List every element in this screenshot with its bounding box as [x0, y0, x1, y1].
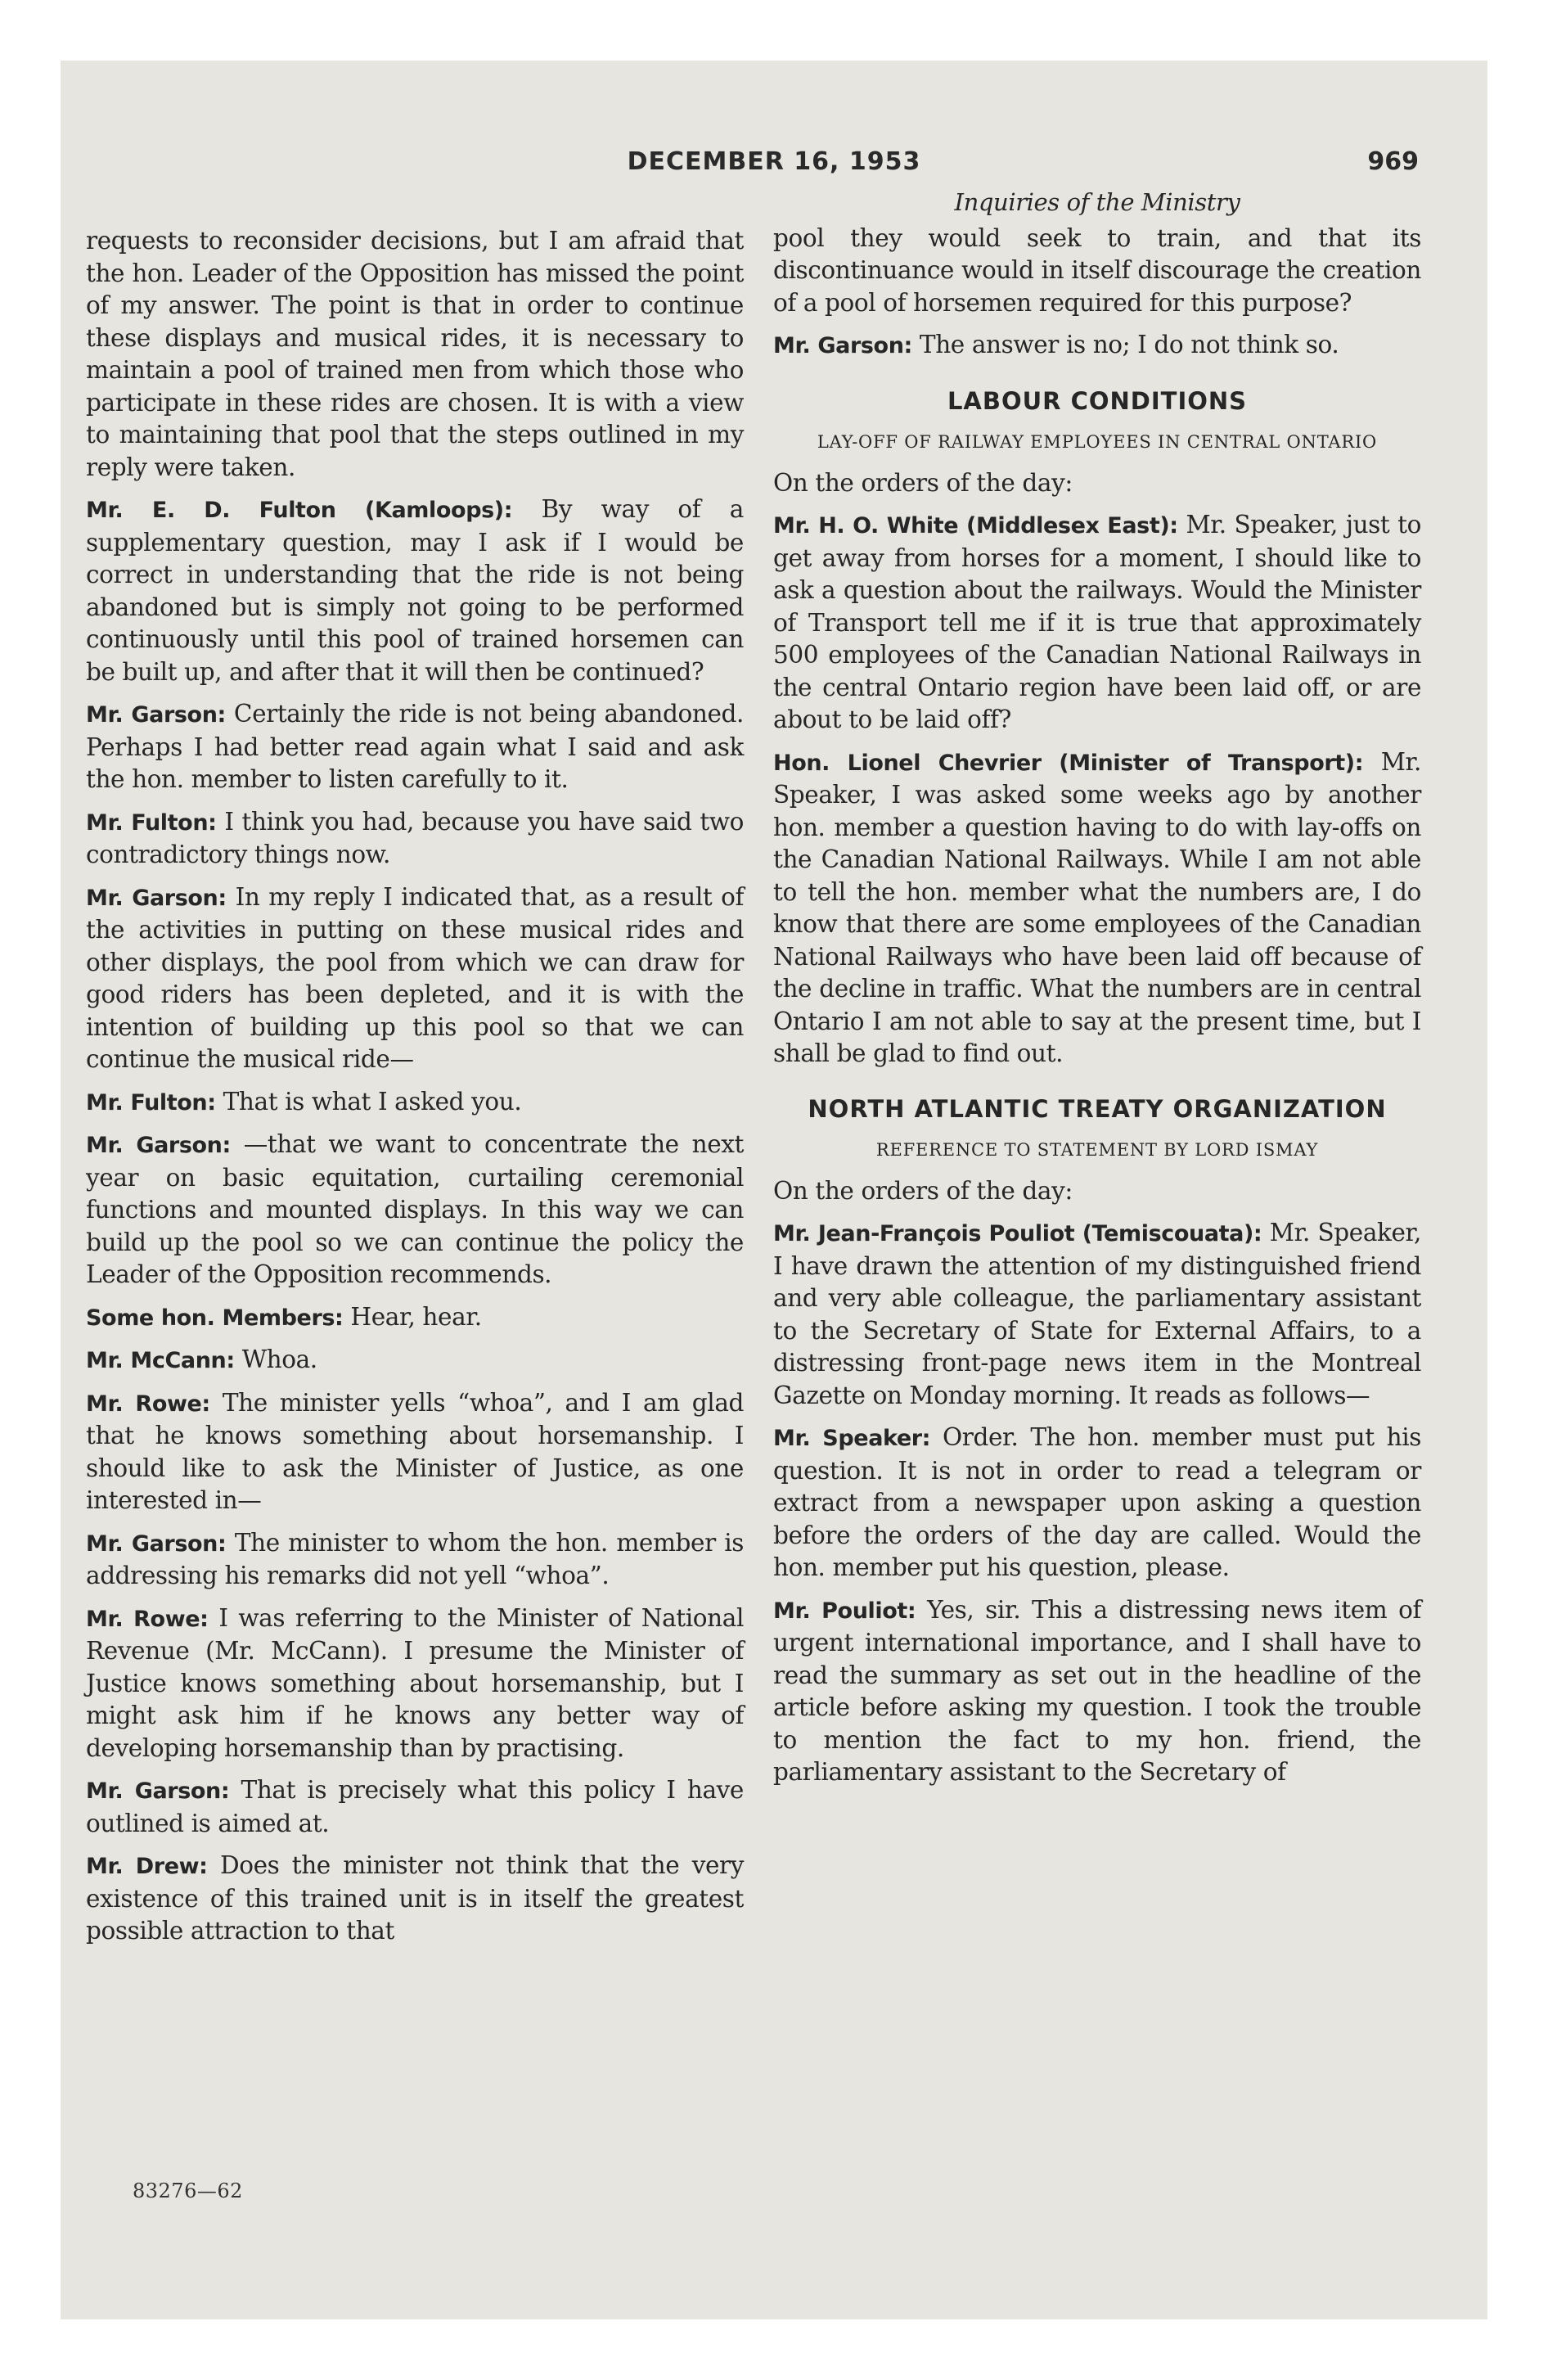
right-paragraph: Mr. Pouliot: Yes, sir. This a distressing news item of urgent international importance, and I shall have to read the summary as set out in the headline of the article before asking my question. I took the trouble to mention the fact to my hon. friend, the parliamentary assistant to the Secretary of [773, 1595, 1421, 1786]
right-paragraph: Mr. H. O. White (Middlesex East): Mr. Speaker, just to get away from horses for a moment, I should like to ask a question about the railways. Would the Minister of Transport tell me if it is true that approximately 500 employees of the Canadian National Railways in the central Ontario region have been laid off, or are about to be laid off? [773, 511, 1421, 733]
speaker-name: Mr. Fulton: [86, 1089, 216, 1116]
section-heading: NORTH ATLANTIC TREATY ORGANIZATION [808, 1094, 1387, 1123]
left-paragraph: Mr. Rowe: I was referring to the Minister of National Revenue (Mr. McCann). I presume the Minister of Justice knows something about horsemanship, but I might ask him if he knows any better way of developing horsemanship than by practising. [86, 1603, 744, 1762]
footer-code: 83276—62 [133, 2179, 243, 2202]
speaker-name: Mr. E. D. Fulton (Kamloops): [86, 498, 513, 523]
page-header [61, 147, 1487, 180]
speaker-name: Hon. Lionel Chevrier (Minister of Transport): [773, 750, 1364, 776]
left-paragraph: Mr. McCann: Whoa. [86, 1346, 317, 1373]
right-column [773, 187, 1421, 1799]
speaker-name: Mr. Garson: [86, 885, 227, 911]
left-paragraph: Mr. Fulton: I think you had, because you have said two contradictory things now. [86, 807, 744, 868]
section-heading: LABOUR CONDITIONS [947, 386, 1248, 415]
left-paragraph: Mr. Fulton: That is what I asked you. [86, 1087, 522, 1116]
right-paragraph: Hon. Lionel Chevrier (Minister of Transport): Mr. Speaker, I was asked some weeks ago by another hon. member a question having to do with lay-offs on the Canadian National Railways. While I am not able to tell the hon. member what the numbers are, I do know that there are some employees of the Canadian National Railways who have been laid off because of the decline in traffic. What the numbers are in central Ontario I am not able to say at the present time, but I shall be glad to find out. [773, 747, 1421, 1067]
speaker-name: Mr. Rowe: [86, 1606, 209, 1632]
orders-of-day: On the orders of the day: [773, 468, 1073, 497]
section-subheading: LAY-OFF OF RAILWAY EMPLOYEES IN CENTRAL ONTARIO [817, 431, 1378, 452]
left-paragraph: Mr. Garson: —that we want to concentrate the next year on basic equitation, curtailing ceremonial functions and mounted displays. In this way we can build up the pool so we can continue the policy the Leader of the Opposition recommends. [86, 1130, 744, 1288]
speaker-name: Mr. Fulton: [86, 809, 217, 836]
speaker-name: Mr. Garson: [86, 1133, 231, 1158]
left-paragraph: Mr. Garson: That is precisely what this policy I have outlined is aimed at. [86, 1776, 744, 1837]
left-paragraph: Mr. E. D. Fulton (Kamloops): By way of a supplementary question, may I ask if I would be correct in understanding that the ride is not being abandoned but is simply not going to be performed continuously until this pool of trained horsemen can be built up, and after that it will then be continued? [86, 495, 744, 686]
page-number: 969 [1367, 147, 1419, 176]
speaker-name: Some hon. Members: [86, 1305, 344, 1331]
speaker-name: Mr. H. O. White (Middlesex East): [773, 513, 1178, 539]
speaker-name: Mr. Garson: [86, 1530, 227, 1557]
left-paragraph: Some hon. Members: Hear, hear. [86, 1302, 482, 1331]
left-paragraph: requests to reconsider decisions, but I am afraid that the hon. Leader of the Opposition has missed the point of my answer. The point is that in order to continue these displays and musical rides, it is necessary to maintain a pool of trained men from which those who participate in these rides are chosen. It is with a view to maintaining that pool that the steps outlined in my reply were taken. [86, 227, 744, 481]
speaker-name: Mr. Drew: [86, 1854, 208, 1879]
left-paragraph: Mr. Drew: Does the minister not think that the very existence of this trained unit is in itself the greatest possible attraction to that [86, 1851, 744, 1945]
speaker-name: Mr. Pouliot: [773, 1598, 916, 1624]
section-subheading: REFERENCE TO STATEMENT BY LORD ISMAY [875, 1139, 1319, 1160]
speaker-name: Mr. Rowe: [86, 1391, 210, 1417]
right-paragraph: Mr. Speaker: Order. The hon. member must put his question. It is not in order to read a telegram or extract from a newspaper upon asking a question before the orders of the day are called. Would the hon. member put his question, please. [773, 1423, 1422, 1581]
right-paragraph: Mr. Garson: The answer is no; I do not think so. [773, 331, 1339, 358]
right-paragraph: pool they would seek to train, and that its discontinuance would in itself discourage the creation of a pool of horsemen required for this purpose? [773, 223, 1421, 317]
left-paragraph: Mr. Garson: Certainly the ride is not being abandoned. Perhaps I had better read again what I said and ask the hon. member to listen carefully to it. [86, 700, 744, 793]
speaker-name: Mr. McCann: [86, 1348, 235, 1373]
left-paragraph: Mr. Garson: In my reply I indicated that, as a result of the activities in putting on these musical rides and other displays, the pool from which we can draw for good riders has been depleted, and it is with the intention of building up this pool so that we can continue the musical ride— [86, 882, 745, 1073]
speaker-name: Mr. Speaker: [773, 1426, 931, 1451]
orders-of-day: On the orders of the day: [773, 1176, 1073, 1205]
speaker-name: Mr. Garson: [773, 333, 912, 358]
running-section-title: Inquiries of the Ministry [954, 188, 1240, 216]
page-date: DECEMBER 16, 1953 [627, 147, 921, 176]
speaker-name: Mr. Garson: [86, 1778, 230, 1804]
right-paragraph: Mr. Jean-François Pouliot (Temiscouata): Mr. Speaker, I have drawn the attention of my distinguished friend and very able colleague, the parliamentary assistant to the Secretary of State for External Affairs, to a distressing front-page news item in the Montreal Gazette on Monday morning. It reads as follows— [773, 1219, 1421, 1409]
left-paragraph: Mr. Rowe: The minister yells “whoa”, and I am glad that he knows something about horsemanship. I should like to ask the Minister of Justice, as one interested in— [86, 1388, 744, 1514]
speaker-name: Mr. Jean-François Pouliot (Temiscouata): [773, 1221, 1262, 1246]
left-paragraph: Mr. Garson: The minister to whom the hon. member is addressing his remarks did not yell “whoa”. [86, 1528, 744, 1589]
left-column [86, 225, 744, 1958]
speaker-name: Mr. Garson: [86, 702, 226, 728]
